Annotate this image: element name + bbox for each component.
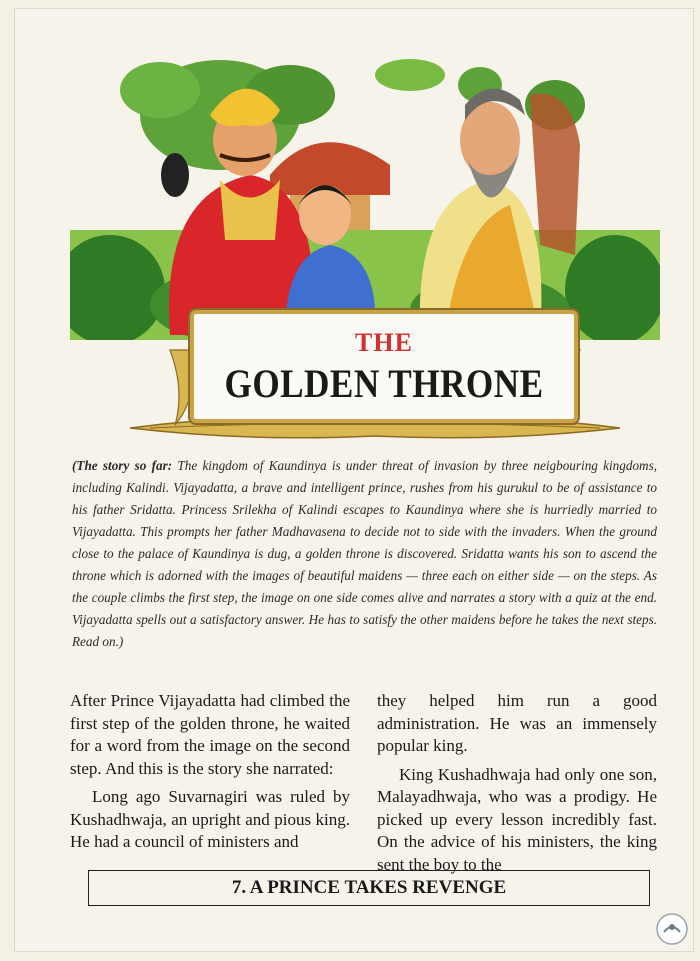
publisher-logo-icon	[655, 912, 689, 946]
story-paragraph: King Kushadhwaja had only one son, Malayadhwaja, who was a prodigy. He picked up every lesson incredibly fast. On the advice of his ministers, the king sent the boy to the	[377, 764, 657, 874]
title-golden-throne: GOLDEN THRONE	[224, 361, 544, 406]
story-column-left	[70, 690, 350, 854]
title-box	[190, 310, 578, 423]
story-paragraph: they helped him run a good administration. He was an immensely popular king.	[377, 691, 657, 755]
story-paragraph: After Prince Vijayadatta had climbed the first step of the golden throne, he waited for a word from the image on the second step. And this is the story she narrated:	[70, 691, 350, 778]
synopsis-lead: (The story so far:	[72, 458, 173, 473]
story-paragraph: Long ago Suvarnagiri was ruled by Kushadhwaja, an upright and pious king. He had a council of ministers and	[70, 787, 350, 851]
synopsis-text: The kingdom of Kaundinya is under threat of invasion by three neigbouring kingdoms, including Kalindi. Vijayadatta, a brave and intelligent prince, rushes from his gurukul to be of assistance to his father Sridatta. Princess Srilekha of Kalindi escapes to Kaundinya where she is hurriedly married to Vijayadatta. This prompts her father Madhavasena to decide not to side with the invaders. When the ground close to the palace of Kaundinya is dug, a golden throne is discovered. Sridatta wants his son to ascend the throne which is adorned with the images of beautiful maidens — three each on either side — on the steps. As the couple climbs the first step, the image on one side comes alive and narrates a story with a quiz at the end. Vijayadatta spells out a satisfactory answer. He has to satisfy the other maidens before he takes the next steps. Read on.)	[72, 458, 658, 649]
synopsis	[72, 455, 657, 653]
story-column-right	[377, 690, 657, 876]
story-illustration	[70, 55, 660, 340]
title-the: THE	[355, 328, 413, 357]
chapter-banner: 7. A PRINCE TAKES REVENGE	[88, 870, 650, 906]
title-panel	[130, 300, 620, 450]
